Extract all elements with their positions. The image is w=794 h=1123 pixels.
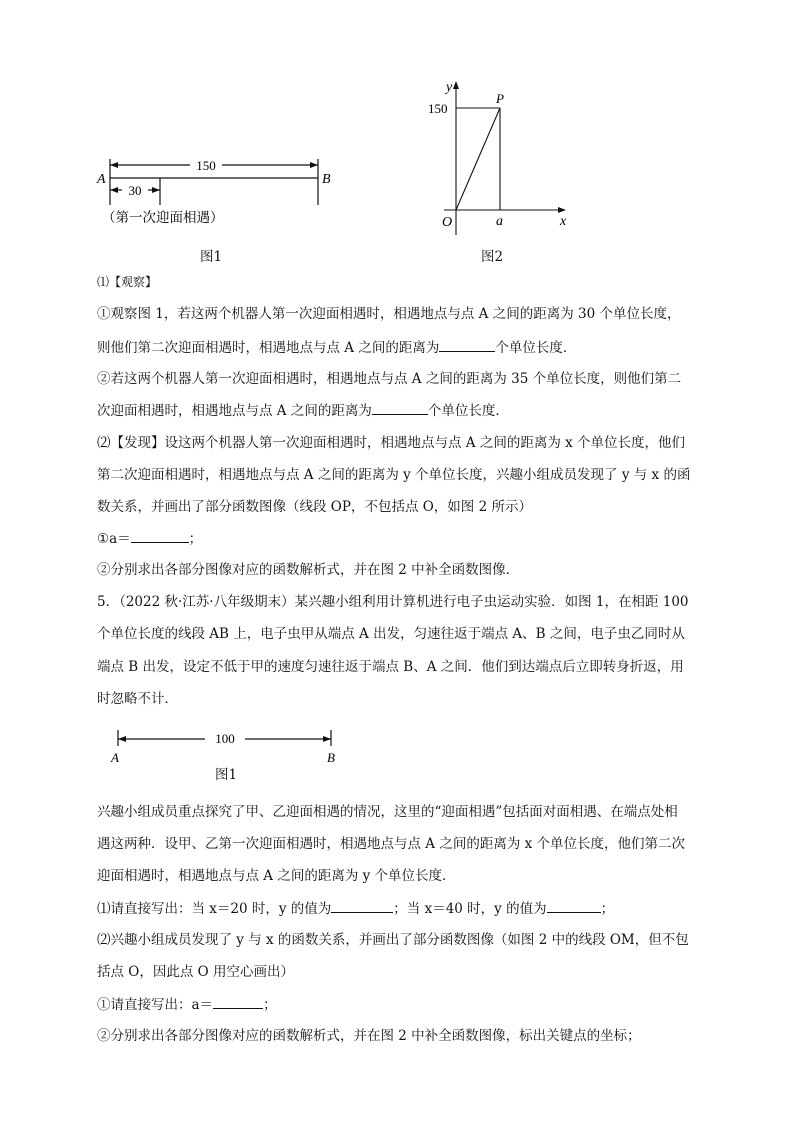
q4-paragraph: ⑵【发现】设这两个机器人第一次迎面相遇时，相遇地点与点 A 之间的距离为 x 个单位长度，他们 bbox=[97, 435, 686, 451]
q4-paragraph: ①观察图 1，若这两个机器人第一次迎面相遇时，相遇地点与点 A 之间的距离为 30 个单位长度， bbox=[97, 306, 681, 322]
q4-paragraph: 则他们第二次迎面相遇时，相遇地点与点 A 之间的距离为 个单位长度． bbox=[97, 336, 697, 359]
q4-paragraph: ①a＝ ； bbox=[97, 527, 697, 550]
q4-paragraph: ②分别求出各部分图像对应的函数解析式，并在图 2 中补全函数图像． bbox=[97, 562, 520, 578]
q5-paragraph: 遇这两种．设甲、乙第一次迎面相遇时，相遇地点与点 A 之间的距离为 x 个单位长度，他们第二次 bbox=[97, 836, 686, 852]
tick-label-a: a bbox=[496, 214, 503, 229]
answer-blank[interactable] bbox=[547, 897, 601, 913]
answer-blank[interactable] bbox=[372, 399, 428, 415]
q5-paragraph: 端点 B 出发，设定不低于甲的速度匀速往返于端点 B、A 之间．他们到达端点后立即转身折返，用 bbox=[97, 659, 684, 675]
q5-paragraph: 时忽略不计． bbox=[97, 691, 178, 707]
first-meeting-note: （第一次迎面相遇） bbox=[102, 210, 224, 225]
distance-label-30: 30 bbox=[128, 183, 142, 198]
q5-paragraph: ①请直接写出：a＝ ； bbox=[97, 993, 697, 1016]
q5-paragraph: 括点 O，因此点 O 用空心画出） bbox=[97, 964, 295, 980]
point-p-label: P bbox=[496, 91, 504, 106]
q5-paragraph: 兴趣小组成员重点探究了甲、乙迎面相遇的情况，这里的“迎面相遇”包括面对面相遇、在端点处相 bbox=[97, 804, 678, 820]
figure-2-caption: 图2 bbox=[481, 249, 504, 265]
figure-2-graph bbox=[420, 75, 580, 240]
q5-paragraph: ⑵兴趣小组成员发现了 y 与 x 的函数关系，并画出了部分函数图像（如图 2 中的线段 OM，但不包 bbox=[97, 932, 689, 948]
answer-blank[interactable] bbox=[439, 336, 495, 352]
point-b-label: B bbox=[327, 750, 335, 765]
figure-1-caption: 图1 bbox=[200, 249, 223, 265]
point-a-label: A bbox=[97, 172, 106, 187]
tick-label-150: 150 bbox=[428, 101, 448, 116]
q4-observe-heading: ⑴【观察】 bbox=[97, 275, 158, 289]
q5-paragraph: 个单位长度的线段 AB 上，电子虫甲从端点 A 出发，匀速往返于端点 A、B 之间，电子虫乙同时从 bbox=[97, 626, 685, 642]
q5-paragraph: ②分别求出各部分图像对应的函数解析式，并在图 2 中补全函数图像，标出关键点的坐标； bbox=[97, 1028, 641, 1044]
q5-paragraph: 5．（2022 秋·江苏·八年级期末）某兴趣小组利用计算机进行电子虫运动实验．如图 1，在相距 100 bbox=[97, 594, 689, 610]
answer-blank[interactable] bbox=[213, 993, 263, 1009]
q4-paragraph: ②若这两个机器人第一次迎面相遇时，相遇地点与点 A 之间的距离为 35 个单位长度，则他们第二 bbox=[97, 371, 682, 387]
q4-paragraph: 数关系，并画出了部分函数图像（线段 OP，不包括点 O，如图 2 所示） bbox=[97, 499, 532, 515]
distance-label-100: 100 bbox=[215, 731, 235, 746]
figure-1-segment-diagram bbox=[90, 150, 350, 240]
point-a-label: A bbox=[111, 750, 119, 765]
origin-label: O bbox=[442, 215, 453, 230]
distance-label-150: 150 bbox=[196, 158, 216, 173]
point-b-label: B bbox=[322, 172, 331, 187]
q5-paragraph: ⑴请直接写出：当 x＝20 时，y 的值为 ；当 x＝40 时，y 的值为 ； bbox=[97, 897, 697, 920]
q4-paragraph: 次迎面相遇时，相遇地点与点 A 之间的距离为 个单位长度． bbox=[97, 399, 697, 422]
q5-paragraph: 迎面相遇时，相遇地点与点 A 之间的距离为 y 个单位长度． bbox=[97, 868, 456, 884]
y-axis-label: y bbox=[446, 80, 453, 95]
answer-blank[interactable] bbox=[331, 897, 393, 913]
x-axis-label: x bbox=[560, 214, 567, 229]
q4-paragraph: 第二次迎面相遇时，相遇地点与点 A 之间的距离为 y 个单位长度，兴趣小组成员发现了 y 与 x 的函 bbox=[97, 467, 691, 483]
answer-blank[interactable] bbox=[131, 527, 189, 543]
q5-figure-1-caption: 图1 bbox=[215, 767, 238, 783]
